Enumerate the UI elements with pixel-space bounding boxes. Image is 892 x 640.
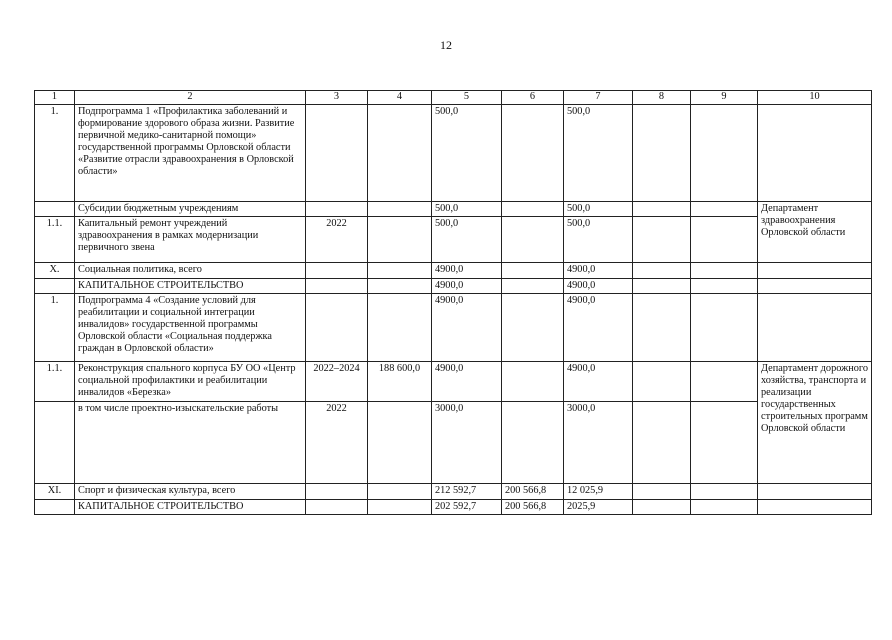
row-col8 xyxy=(633,484,691,500)
row-period: 2022–2024 xyxy=(306,362,368,402)
row-estimated-cost: 188 600,0 xyxy=(368,362,432,402)
header-row xyxy=(35,91,872,105)
row-col8 xyxy=(633,362,691,402)
row-description: Спорт и физическая культура, всего xyxy=(75,484,306,500)
table-row xyxy=(35,402,872,484)
row-col9 xyxy=(691,484,758,500)
column-header: 4 xyxy=(368,91,432,105)
budget-table xyxy=(34,90,872,515)
row-period xyxy=(306,484,368,500)
column-header: 1 xyxy=(35,91,75,105)
row-col10 xyxy=(758,500,872,515)
row-col9 xyxy=(691,362,758,402)
row-col10 xyxy=(758,294,872,362)
row-col9 xyxy=(691,402,758,484)
row-total: 4900,0 xyxy=(432,263,502,279)
row-number xyxy=(35,279,75,294)
row-federal xyxy=(502,217,564,263)
row-col9 xyxy=(691,500,758,515)
row-total: 500,0 xyxy=(432,105,502,202)
row-col8 xyxy=(633,294,691,362)
row-regional: 500,0 xyxy=(564,217,633,263)
row-col9 xyxy=(691,202,758,217)
row-estimated-cost xyxy=(368,217,432,263)
table-row xyxy=(35,105,872,202)
row-col10-empty xyxy=(758,105,872,202)
table-row xyxy=(35,484,872,500)
row-federal xyxy=(502,105,564,202)
row-description: Подпрограмма 4 «Создание условий для реабилитации и социальной интеграции инвалидов» государственной программы Орловской области «Социальная поддержка граждан в Орловской области» xyxy=(75,294,306,362)
row-regional: 3000,0 xyxy=(564,402,633,484)
table-row xyxy=(35,294,872,362)
row-col8 xyxy=(633,217,691,263)
row-col8 xyxy=(633,402,691,484)
column-header: 2 xyxy=(75,91,306,105)
row-col8 xyxy=(633,105,691,202)
row-col9 xyxy=(691,105,758,202)
responsible-department: Департамент дорожного хозяйства, транспорта и реализации государственных строительных программ Орловской области xyxy=(758,362,872,484)
row-total: 4900,0 xyxy=(432,279,502,294)
row-description: в том числе проектно-изыскательские работы xyxy=(75,402,306,484)
row-description: Социальная политика, всего xyxy=(75,263,306,279)
row-estimated-cost xyxy=(368,500,432,515)
table-row xyxy=(35,217,872,263)
row-number xyxy=(35,202,75,217)
row-description: Подпрограмма 1 «Профилактика заболеваний и формирование здорового образа жизни. Развитие первичной медико-санитарной помощи» государственной программы Орловской области «Развитие отрасли здравоохранения в Орловской области» xyxy=(75,105,306,202)
row-col8 xyxy=(633,202,691,217)
row-period xyxy=(306,500,368,515)
row-regional: 4900,0 xyxy=(564,294,633,362)
row-regional: 2025,9 xyxy=(564,500,633,515)
row-federal xyxy=(502,263,564,279)
row-estimated-cost xyxy=(368,294,432,362)
row-description: Реконструкция спального корпуса БУ ОО «Центр социальной профилактики и реабилитации инвалидов «Березка» xyxy=(75,362,306,402)
row-col10 xyxy=(758,279,872,294)
row-number: 1.1. xyxy=(35,217,75,263)
row-col9 xyxy=(691,294,758,362)
row-number: 1. xyxy=(35,105,75,202)
row-number: 1.1. xyxy=(35,362,75,402)
row-estimated-cost xyxy=(368,484,432,500)
row-total: 4900,0 xyxy=(432,362,502,402)
row-col8 xyxy=(633,263,691,279)
column-header: 8 xyxy=(633,91,691,105)
row-period xyxy=(306,105,368,202)
row-total: 3000,0 xyxy=(432,402,502,484)
row-number: X. xyxy=(35,263,75,279)
row-col9 xyxy=(691,279,758,294)
column-header: 7 xyxy=(564,91,633,105)
row-federal: 200 566,8 xyxy=(502,500,564,515)
row-federal xyxy=(502,294,564,362)
table-row xyxy=(35,279,872,294)
row-number xyxy=(35,500,75,515)
row-period: 2022 xyxy=(306,402,368,484)
row-estimated-cost xyxy=(368,202,432,217)
row-federal xyxy=(502,279,564,294)
row-col10 xyxy=(758,484,872,500)
row-federal xyxy=(502,362,564,402)
table-row xyxy=(35,263,872,279)
table-row xyxy=(35,500,872,515)
row-period xyxy=(306,294,368,362)
row-total: 500,0 xyxy=(432,217,502,263)
row-total: 4900,0 xyxy=(432,294,502,362)
row-regional: 500,0 xyxy=(564,202,633,217)
row-col9 xyxy=(691,217,758,263)
row-number xyxy=(35,402,75,484)
row-total: 500,0 xyxy=(432,202,502,217)
row-regional: 4900,0 xyxy=(564,362,633,402)
row-col9 xyxy=(691,263,758,279)
row-period xyxy=(306,202,368,217)
row-description: Капитальный ремонт учреждений здравоохранения в рамках модернизации первичного звена xyxy=(75,217,306,263)
row-description: КАПИТАЛЬНОЕ СТРОИТЕЛЬСТВО xyxy=(75,500,306,515)
row-period: 2022 xyxy=(306,217,368,263)
responsible-department: Департамент здравоохранения Орловской области xyxy=(758,202,872,263)
row-number: 1. xyxy=(35,294,75,362)
column-header: 10 xyxy=(758,91,872,105)
row-number: XI. xyxy=(35,484,75,500)
row-col10 xyxy=(758,263,872,279)
row-total: 202 592,7 xyxy=(432,500,502,515)
page-number: 12 xyxy=(440,38,452,52)
row-federal xyxy=(502,402,564,484)
row-total: 212 592,7 xyxy=(432,484,502,500)
column-header: 5 xyxy=(432,91,502,105)
column-header: 3 xyxy=(306,91,368,105)
row-federal xyxy=(502,202,564,217)
row-regional: 4900,0 xyxy=(564,263,633,279)
row-period xyxy=(306,263,368,279)
row-description: КАПИТАЛЬНОЕ СТРОИТЕЛЬСТВО xyxy=(75,279,306,294)
row-regional: 500,0 xyxy=(564,105,633,202)
table-row xyxy=(35,362,872,402)
row-estimated-cost xyxy=(368,279,432,294)
row-estimated-cost xyxy=(368,402,432,484)
row-estimated-cost xyxy=(368,105,432,202)
row-col8 xyxy=(633,500,691,515)
column-header: 6 xyxy=(502,91,564,105)
row-description: Субсидии бюджетным учреждениям xyxy=(75,202,306,217)
column-header: 9 xyxy=(691,91,758,105)
row-period xyxy=(306,279,368,294)
row-col8 xyxy=(633,279,691,294)
row-federal: 200 566,8 xyxy=(502,484,564,500)
row-estimated-cost xyxy=(368,263,432,279)
row-regional: 4900,0 xyxy=(564,279,633,294)
row-regional: 12 025,9 xyxy=(564,484,633,500)
table-row xyxy=(35,202,872,217)
